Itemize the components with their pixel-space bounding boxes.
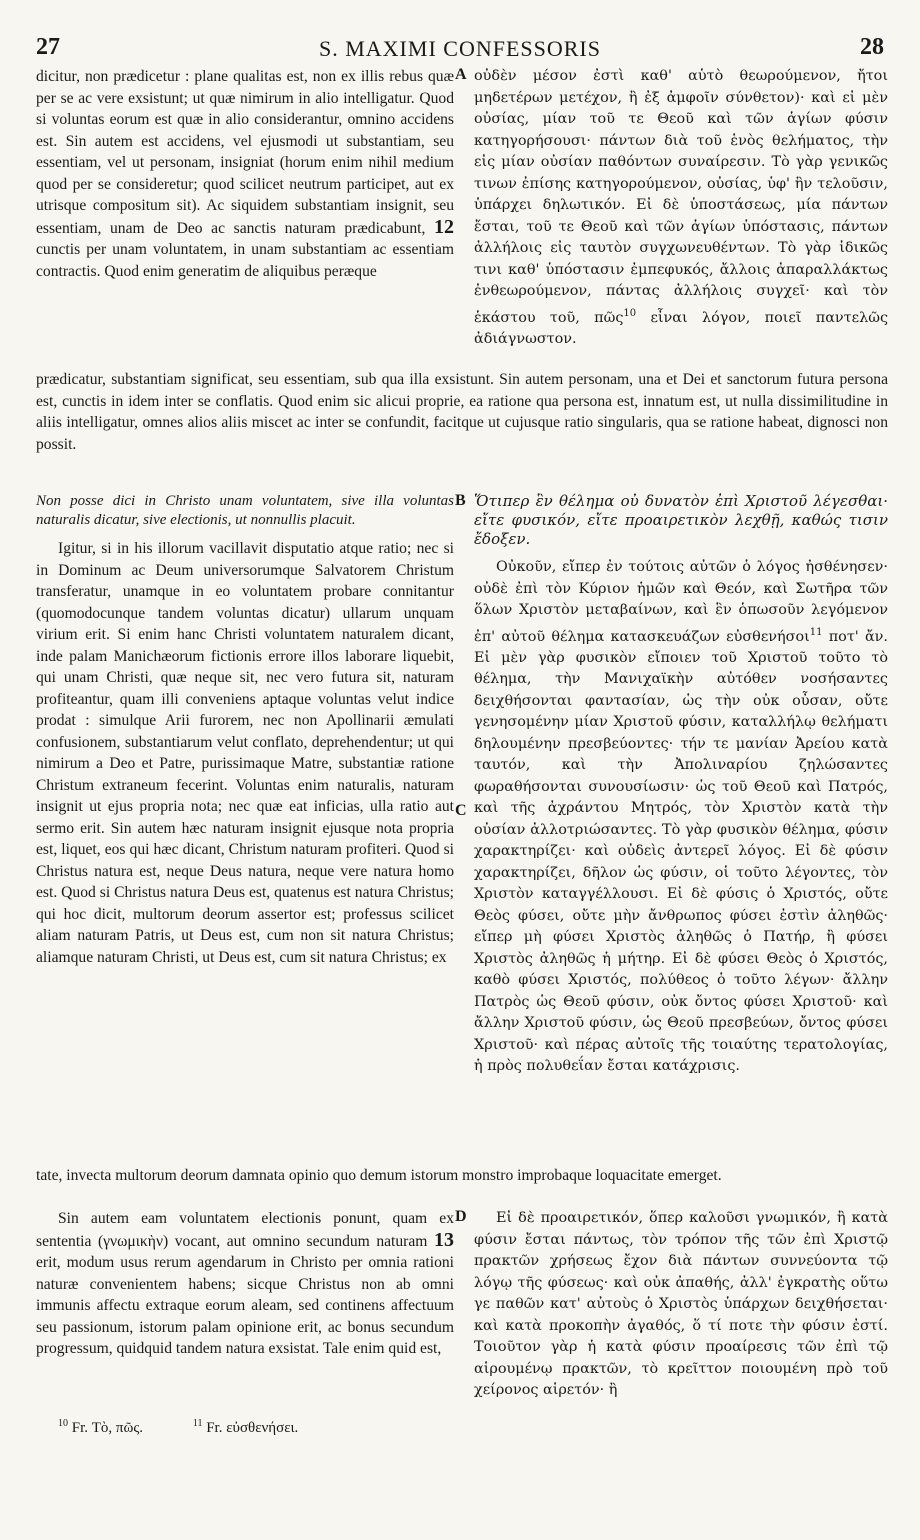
page-number-left: 27 [36,34,60,60]
latin-text: prædicatur, substantiam significat, seu essentiam, sub qua illa exsistunt. Sin autem personam, una et Dei et sanctorum futura persona est, cunctis in idem inter se conflatis. Quod enim sic alicui proprie, ea ratione qua persona est, innatum est, ut nulla dissimilitudine in aliis intelligatur, omnes alios aliis miscet ac inter se confundit, facitque ut cujusque ratio singularis, qua se ratione habeat, dignosci non possit. [36,371,888,453]
column-number: 13 [434,1228,454,1251]
latin-column-2 [36,492,454,968]
footnote [193,1420,299,1436]
footnote-ref: 10 [623,307,637,319]
greek-column-1 [474,66,888,350]
latin-text: dicitur, non prædicetur : plane qualitas est, non ex illis rebus quæ per se ac vere exsistunt; ut quæ nimirum in alio intelligatur. Quod si voluntas eorum est quæ in alio considerantur, omnino accidens est. Sin autem est accidens, vel ejusmodi ut substantiam, seu essentiam, vel ut personam, insigniat (horum enim nihil medium quod per se consideretur; quod scilicet neutrum participet, aut ex utrisque compositum sit). Ac siquidem substantiam insignit, seu essentiam, unam de Deo ac sanctis naturam prædicabunt, [36,68,454,237]
greek-text: Οὐκοῦν, εἴπερ ἐν τούτοις αὐτῶν ὁ λόγος ἠσθένησεν· οὐδὲ ἐπὶ τὸν Κύριον ἡμῶν καὶ Θεόν, καὶ Σωτῆρα τῶν ὅλων Χριστὸν μεταβαίνων, καὶ ἓν ὁπωσοῦν λεγόμενον ἐπ' αὐτοῦ θέλημα κατασκευάζων εὐσθενήσοι [474,559,888,645]
footnote-text: Fr. Τὸ, πῶς. [71,1420,144,1436]
latin-column-1 [36,66,454,282]
margin-marker-a: A [455,66,467,83]
latin-column-3 [36,1208,454,1360]
margin-marker-b: B [455,492,466,509]
section-heading-latin: Non posse dici in Christo unam voluntatem, sive illa voluntas naturalis dicatur, sive electionis, ut nonnullis placuit. [36,493,454,528]
latin-full-width-2 [36,1165,888,1187]
greek-column-3 [474,1208,888,1402]
latin-text: Igitur, si in his illorum vacillavit disputatio atque ratio; nec si in Dominum ac Deum universorumque Salvatorem Christum transferatur, unamque in eo voluntatem probare connitantur (quomodocunque tandem voluntas dicatur) ullarum unquam virium erit. Si enim hanc Christi voluntatem naturalem dicant, inde palam Manichæorum fictionis errore illos laborare liquebit, qui unam Christi, quæ neque sit, nec vero futura sit, naturam profiteantur, quam illi conveniens aptaque voluntas velut indice prodat : simulque Arii furorem, nec non Apollinarii æmulati confusionem, substantiarum velut conflato, deprehendentur; ut qui nimirum a Deo et Patre, purissimaque Matre, substantiæ ratione Christum extraneum fecerint. Voluntas enim naturalis, naturam insignit ut ejus propria nota; nec quæ eat inficias, ulla ratio aut sermo erit. Sin autem hæc naturam insignit ejusque nota propria est, liquet, eos qui hæc dicant, Christum naturam profiteri. Quod si Christus natura est, neque Deus natura, neque vere natura homo est. Quod si Christus natura Deus est, quatenus est natura Christus; qui hoc dicit, multorum deorum assertor est; professus scilicet aliam naturam Patris, ut Deus est, cum non sit natura Christus; aliamque naturam Christi, ut Deus est, cum sit natura Christus; ex [36,540,454,966]
latin-text: erit, modum usus rerum agendarum in Christo per omnia rationi naturæ convenientem habens; sicque Christus non ab omni immunis affectu extraque eorum aleam, sed continens affectuum seu passionum, istorum palam opinione erit, ac bonus secundum progressum, quidquid tandem natura exsistat. Tale enim quid est, [36,1254,454,1357]
footnote [58,1420,143,1436]
greek-text: οὐδὲν μέσον ἐστὶ καθ' αὑτὸ θεωρούμενον, ἤτοι μηδετέρων μετέχον, ἢ ἐξ ἀμφοῖν σύνθετον)· καὶ εἰ μὲν οὐσίας, μίαν τοῦ τε Θεοῦ καὶ τῶν ἁγίων φύσιν κατηγορήσουσι· πάντων διὰ τοῦ ἑνὸς θελήματος, τὴν εἰς μίαν οὐσίαν παθόντων συναίρεσιν. Τὸ γὰρ γενικῶς τινων ἐπίσης κατηγορούμενον, οὐσίας, ὑφ' ἣν τελοῦσιν, ὑπάρχει δηλωτικόν. Εἰ δὲ ὑποστάσεως, μία πάντων ἔσται, τοῦ τε Θεοῦ καὶ τῶν ἁγίων ὑπόστασις, πάντων ἀλλήλοις εἰς ταυτὸν συγχωνευθέντων. Τὸ γὰρ ἰδικῶς τινι καθ' ὑπόστασιν ἐμπεφυκός, ἄλλοις ἀπαραλλάκτως ἐνθεωρούμενον, πάντας ἀλλήλοις συγχεῖ· καὶ τὸν ἑκάστου τοῦ, πῶς [474,68,888,326]
running-title: S. MAXIMI CONFESSORIS [318,36,601,61]
footnote-text: Fr. εὐσθενήσει. [206,1420,299,1436]
latin-text: Sin autem eam voluntatem electionis ponunt, quam ex sententia (γνωμικὴν) vocant, aut omnino secundum naturam [36,1210,454,1250]
latin-text: tate, invecta multorum deorum damnata opinio quo demum istorum monstro improbaque loquacitate emerget. [36,1167,722,1184]
footnote-ref: 11 [809,626,823,638]
greek-column-2 [474,492,888,1078]
margin-marker-c: C [455,802,467,819]
latin-text: cunctis per unam voluntatem, in unam substantiam ac essentiam contractis. Quod enim generatim de aliquibus peræque [36,241,454,280]
latin-full-width-1 [36,369,888,455]
page-number-right: 28 [860,34,884,60]
footnote-number: 11 [192,1418,203,1429]
margin-marker-d: D [455,1208,467,1225]
footnotes [58,1418,344,1437]
greek-paragraph [474,557,888,1078]
section-heading-greek: Ὅτιπερ ἓν θέλημα οὐ δυνατὸν ἐπὶ Χριστοῦ λέγεσθαι· εἴτε φυσικόν, εἴτε προαιρετικὸν λεχθῇ, καθώς τισιν ἔδοξεν. [474,492,888,548]
page-header [36,34,884,64]
greek-text: Εἰ δὲ προαιρετικόν, ὅπερ καλοῦσι γνωμικόν, ἢ κατὰ φύσιν ἔσται πάντως, τὸν τρόπον τῆς τῶν ἐπὶ Χριστῷ πρακτῶν χρήσεως ἔχον διὰ πάντων συννεύοντα τῷ λόγῳ τῆς φύσεως· καὶ οὐκ ἀπαθής, ἀλλ' ἐγκρατὴς οὕτω γε παθῶν κατ' αὐτοὺς ὁ Χριστὸς ὑπάρχων δειχθήσεται· καὶ κατὰ προκοπὴν ἀγαθός, ὅ τί ποτε τὴν φύσιν ἐστί. Τοιοῦτον γὰρ ἡ κατὰ φύσιν προαίρεσις τῶν ἐπὶ τῷ αἱρουμένῳ πρακτῶν, τὸ κρεῖττον ποιουμένη πρὸ τοῦ χείρονος αἱρετόν· ἢ [474,1210,888,1398]
footnote-number: 10 [58,1418,68,1429]
column-number: 12 [434,215,454,238]
greek-text: ποτ' ἄν. Εἰ μὲν γὰρ φυσικὸν εἴποιεν τοῦ Χριστοῦ τοῦτο τὸ θέλημα, τὴν Μανιχαϊκὴν αὐτόθεν νοσήσαντες δειχθήσονται φαντασίαν, ὡς τὴν οὐκ οὖσαν, οὔτε γενησομένην μίαν Χριστοῦ φύσιν, καταλλήλῳ θελήματι δηλουμένην πρεσβεύοντες· τήν τε μανίαν Ἀρείου κατὰ ταυτόν, καὶ τὴν Ἀπολιναρίου ζηλώσαντες φωραθήσονται συνουσίωσιν· ὡς τοῦ Θεοῦ καὶ Πατρός, καὶ τῆς ἀχράντου Μητρός, τὸν Χριστὸν κατὰ τὴν οὐσίαν ἀλλοτριώσαντες. Τὸ γὰρ φυσικὸν θέλημα, φύσιν χαρακτηρίζει· καὶ οὐδεὶς ἀντερεῖ λόγος. Εἰ δὲ φύσιν χαρακτηρίζει, δῆλον ὡς φύσιν, οἱ τοῦτο λέγοντες, τὸν Χριστὸν καταγγέλλουσι. Εἰ δὲ φύσις ὁ Χριστός, οὔτε Θεὸς φύσει, οὔτε μὴν ἄνθρωπος φύσει ἐστὶν ἀληθῶς· εἴπερ μὴ φύσει Χριστὸς ἀληθῶς ὁ Πατήρ, ἢ φύσει Χριστὸς ἀληθῶς ἡ μήτηρ. Εἰ δὲ φύσει Θεὸς ὁ Χριστός, καθὸ φύσει Χριστός, πολύθεος ὁ τοῦτο λέγων· ἄλλην Πατρὸς ὡς Θεοῦ φύσιν, οὐκ ὄντος φύσει Χριστοῦ· καὶ ἄλλην Χριστοῦ φύσιν, ὡς Θεοῦ πρεσβεύων, ὄντος φύσει Χριστοῦ· καὶ πέρας αὐτοῖς τῆς τοιαύτης τερατολογίας, ἡ πρὸς πολυθεΐαν ἔσται κατάχρισις. [474,628,889,1075]
greek-text: εἶναι λόγον, ποιεῖ παντελῶς ἀδιάγνωστον. [474,309,889,347]
